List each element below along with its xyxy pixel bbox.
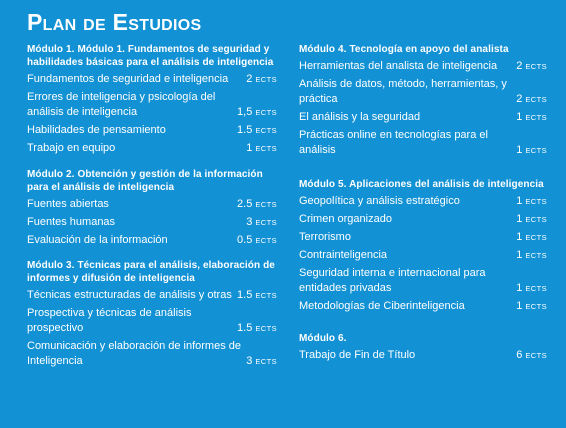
course-credits bbox=[516, 230, 547, 245]
module-header: Módulo 3. Técnicas para el análisis, elaboración de informes y difusión de inteligencia bbox=[27, 260, 275, 284]
course-row bbox=[299, 230, 547, 245]
course-row bbox=[27, 215, 277, 230]
course-name: Habilidades de pensamiento bbox=[27, 124, 166, 136]
credits-unit: ECTS bbox=[255, 291, 277, 300]
credits-value: 6 bbox=[516, 349, 523, 361]
course-name: Fuentes abiertas bbox=[27, 198, 109, 210]
credits-unit: ECTS bbox=[525, 95, 547, 104]
course-credits bbox=[516, 348, 547, 363]
course-credits bbox=[237, 233, 277, 248]
credits-unit: ECTS bbox=[255, 357, 277, 366]
course-credits bbox=[246, 215, 277, 230]
credits-value: 1 bbox=[516, 144, 523, 156]
credits-value: 1.5 bbox=[237, 322, 253, 334]
course-name: Fuentes humanas bbox=[27, 216, 116, 228]
course-name: Herramientas del analista de inteligencia bbox=[299, 60, 498, 72]
course-credits bbox=[516, 281, 547, 296]
credits-unit: ECTS bbox=[255, 108, 277, 117]
course-name: Contrainteligencia bbox=[299, 249, 388, 261]
credits-unit: ECTS bbox=[255, 200, 277, 209]
course-name: Prospectiva y técnicas de análisis prospectivo bbox=[27, 307, 192, 334]
course-credits bbox=[237, 197, 277, 212]
course-credits bbox=[237, 321, 277, 336]
course-name: Comunicación y elaboración de informes de Inteligencia bbox=[27, 340, 242, 367]
course-credits bbox=[237, 123, 277, 138]
course-row bbox=[299, 266, 547, 296]
module-block bbox=[299, 43, 547, 158]
credits-unit: ECTS bbox=[255, 75, 277, 84]
credits-unit: ECTS bbox=[525, 351, 547, 360]
course-name: Seguridad interna e internacional para entidades privadas bbox=[299, 267, 486, 294]
module-block bbox=[299, 332, 547, 363]
credits-unit: ECTS bbox=[525, 215, 547, 224]
course-row bbox=[299, 348, 547, 363]
credits-unit: ECTS bbox=[525, 197, 547, 206]
course-name: Geopolítica y análisis estratégico bbox=[299, 195, 460, 207]
credits-value: 1.5 bbox=[237, 289, 253, 301]
course-name: Prácticas online en tecnologías para el análisis bbox=[299, 129, 488, 156]
left-column bbox=[27, 43, 277, 369]
credits-value: 3 bbox=[246, 355, 253, 367]
course-name: Errores de inteligencia y psicología del análisis de inteligencia bbox=[27, 91, 216, 118]
course-name: Trabajo de Fin de Título bbox=[299, 349, 416, 361]
course-row bbox=[299, 212, 547, 227]
credits-unit: ECTS bbox=[525, 233, 547, 242]
credits-unit: ECTS bbox=[525, 113, 547, 122]
course-credits bbox=[237, 288, 277, 303]
course-row bbox=[27, 123, 277, 138]
course-row bbox=[27, 306, 277, 336]
credits-unit: ECTS bbox=[255, 236, 277, 245]
credits-value: 1 bbox=[516, 111, 523, 123]
credits-unit: ECTS bbox=[255, 218, 277, 227]
course-name: Metodologías de Ciberinteligencia bbox=[299, 300, 465, 312]
course-name: Técnicas estructuradas de análisis y otras bbox=[27, 289, 232, 301]
module-block bbox=[299, 178, 547, 314]
course-row bbox=[299, 77, 547, 107]
course-row bbox=[27, 141, 277, 156]
course-credits bbox=[516, 59, 547, 74]
course-row bbox=[27, 288, 277, 303]
credits-unit: ECTS bbox=[525, 302, 547, 311]
course-name: Fundamentos de seguridad e inteligencia bbox=[27, 73, 229, 85]
module-block bbox=[27, 259, 277, 369]
credits-unit: ECTS bbox=[525, 62, 547, 71]
course-credits bbox=[516, 143, 547, 158]
credits-value: 1 bbox=[516, 282, 523, 294]
credits-value: 1 bbox=[246, 142, 253, 154]
module-block bbox=[27, 43, 277, 156]
credits-unit: ECTS bbox=[525, 146, 547, 155]
credits-value: 1 bbox=[516, 300, 523, 312]
credits-value: 2 bbox=[246, 73, 253, 85]
credits-value: 1 bbox=[516, 195, 523, 207]
course-row bbox=[27, 72, 277, 87]
course-row bbox=[299, 248, 547, 263]
course-credits bbox=[516, 194, 547, 209]
course-credits bbox=[516, 299, 547, 314]
course-row bbox=[299, 128, 547, 158]
course-row bbox=[299, 110, 547, 125]
credits-value: 1.5 bbox=[237, 124, 253, 136]
course-name: Crimen organizado bbox=[299, 213, 392, 225]
credits-value: 2.5 bbox=[237, 198, 253, 210]
course-credits bbox=[246, 354, 277, 369]
course-row bbox=[27, 197, 277, 212]
credits-value: 2 bbox=[516, 93, 523, 105]
credits-value: 3 bbox=[246, 216, 253, 228]
module-header: Módulo 2. Obtención y gestión de la información para el análisis de inteligencia bbox=[27, 169, 263, 193]
credits-unit: ECTS bbox=[255, 324, 277, 333]
credits-value: 0.5 bbox=[237, 234, 253, 246]
credits-unit: ECTS bbox=[525, 251, 547, 260]
module-header: Módulo 1. Módulo 1. Fundamentos de seguridad y habilidades básicas para el análisis de inteligencia bbox=[27, 44, 274, 68]
course-credits bbox=[516, 248, 547, 263]
credits-value: 1 bbox=[516, 231, 523, 243]
course-row bbox=[299, 194, 547, 209]
course-credits bbox=[246, 72, 277, 87]
credits-unit: ECTS bbox=[525, 284, 547, 293]
course-name: Evaluación de la información bbox=[27, 234, 168, 246]
course-credits bbox=[516, 92, 547, 107]
course-row bbox=[299, 59, 547, 74]
course-credits bbox=[516, 110, 547, 125]
course-row bbox=[27, 339, 277, 369]
course-name: El análisis y la seguridad bbox=[299, 111, 421, 123]
course-credits bbox=[237, 105, 277, 120]
credits-value: 1 bbox=[516, 249, 523, 261]
course-name: Trabajo en equipo bbox=[27, 142, 116, 154]
course-row bbox=[27, 233, 277, 248]
module-block bbox=[27, 168, 277, 248]
course-row bbox=[27, 90, 277, 120]
course-row bbox=[299, 299, 547, 314]
page-title: Plan de Estudios bbox=[27, 9, 202, 35]
module-header: Módulo 6. bbox=[299, 333, 347, 344]
credits-value: 1 bbox=[516, 213, 523, 225]
right-column bbox=[299, 43, 547, 363]
module-header: Módulo 5. Aplicaciones del análisis de inteligencia bbox=[299, 179, 544, 190]
module-header: Módulo 4. Tecnología en apoyo del analista bbox=[299, 44, 509, 55]
credits-value: 1,5 bbox=[237, 106, 253, 118]
credits-unit: ECTS bbox=[255, 144, 277, 153]
credits-unit: ECTS bbox=[255, 126, 277, 135]
course-credits bbox=[246, 141, 277, 156]
course-name: Terrorismo bbox=[299, 231, 351, 243]
credits-value: 2 bbox=[516, 60, 523, 72]
course-name: Análisis de datos, método, herramientas, y práctica bbox=[299, 78, 507, 105]
course-credits bbox=[516, 212, 547, 227]
